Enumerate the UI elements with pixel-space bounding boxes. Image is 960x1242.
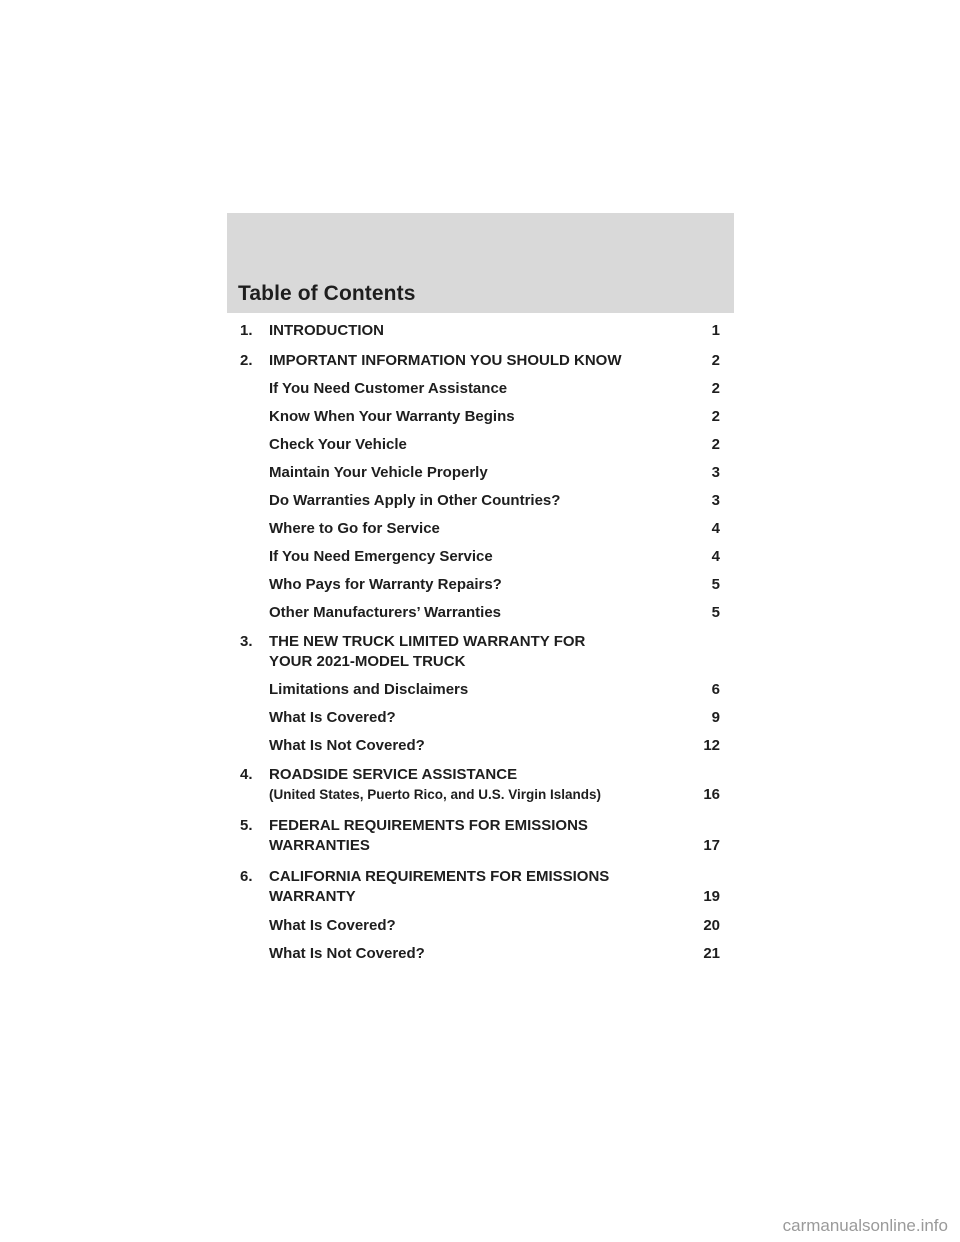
toc-entry-label: Maintain Your Vehicle Properly bbox=[269, 464, 488, 481]
toc-entry-label: What Is Not Covered? bbox=[269, 737, 425, 754]
table-of-contents bbox=[240, 321, 720, 964]
toc-entry-sublabel: (United States, Puerto Rico, and U.S. Virgin Islands) bbox=[269, 787, 602, 802]
toc-entry-page: 2 bbox=[711, 408, 720, 425]
toc-entry-california-requirements[interactable] bbox=[240, 867, 720, 907]
toc-entry-roadside-assistance[interactable] bbox=[240, 765, 720, 805]
toc-entry-page: 17 bbox=[703, 837, 720, 854]
toc-entry-label: If You Need Customer Assistance bbox=[269, 380, 508, 397]
toc-entry-page: 2 bbox=[711, 352, 720, 369]
toc-subentry-who-pays[interactable] bbox=[240, 575, 720, 595]
toc-entry-page: 9 bbox=[711, 709, 720, 726]
toc-subentry-ca-what-not-covered[interactable] bbox=[240, 944, 720, 964]
toc-entry-page: 5 bbox=[711, 576, 720, 593]
toc-entry-page: 16 bbox=[703, 786, 720, 803]
toc-subentry-what-covered[interactable] bbox=[240, 708, 720, 728]
toc-entry-label: Who Pays for Warranty Repairs? bbox=[269, 576, 502, 593]
toc-entry-label: ROADSIDE SERVICE ASSISTANCE bbox=[269, 766, 518, 783]
toc-entry-label-continued: YOUR 2021-MODEL TRUCK bbox=[269, 653, 466, 670]
toc-entry-label: If You Need Emergency Service bbox=[269, 548, 493, 565]
toc-entry-new-truck-limited-warranty[interactable] bbox=[240, 632, 720, 672]
toc-entry-label: INTRODUCTION bbox=[269, 322, 384, 339]
toc-header-band bbox=[227, 213, 734, 313]
toc-entry-label: Know When Your Warranty Begins bbox=[269, 408, 515, 425]
toc-entry-introduction[interactable] bbox=[240, 321, 720, 341]
toc-subentry-check-vehicle[interactable] bbox=[240, 435, 720, 455]
toc-entry-label: Do Warranties Apply in Other Countries? bbox=[269, 492, 561, 509]
toc-subentry-maintain-vehicle[interactable] bbox=[240, 463, 720, 483]
toc-entry-label: Where to Go for Service bbox=[269, 520, 440, 537]
toc-entry-label: What Is Not Covered? bbox=[269, 945, 425, 962]
page-title: Table of Contents bbox=[238, 282, 416, 305]
toc-entry-page: 2 bbox=[711, 436, 720, 453]
toc-entry-number: 4. bbox=[240, 766, 253, 783]
toc-subentry-what-not-covered[interactable] bbox=[240, 736, 720, 756]
toc-entry-page: 4 bbox=[711, 548, 720, 565]
toc-entry-number: 1. bbox=[240, 322, 253, 339]
toc-entry-page: 4 bbox=[711, 520, 720, 537]
toc-entry-number: 6. bbox=[240, 868, 253, 885]
toc-entry-page: 5 bbox=[711, 604, 720, 621]
toc-entry-label: What Is Covered? bbox=[269, 917, 396, 934]
toc-entry-page: 3 bbox=[711, 492, 720, 509]
toc-subentry-other-manufacturers[interactable] bbox=[240, 603, 720, 623]
toc-entry-label: Other Manufacturers’ Warranties bbox=[269, 604, 502, 621]
toc-entry-label: Limitations and Disclaimers bbox=[269, 681, 469, 698]
toc-entry-page: 3 bbox=[711, 464, 720, 481]
toc-entry-page: 21 bbox=[703, 945, 720, 962]
toc-entry-label: THE NEW TRUCK LIMITED WARRANTY FOR bbox=[269, 633, 586, 650]
toc-entry-federal-requirements[interactable] bbox=[240, 816, 720, 856]
toc-entry-number: 5. bbox=[240, 817, 253, 834]
toc-entry-label-continued: WARRANTIES bbox=[269, 837, 370, 854]
toc-entry-label: What Is Covered? bbox=[269, 709, 396, 726]
toc-entry-page: 19 bbox=[703, 888, 720, 905]
toc-entry-label: IMPORTANT INFORMATION YOU SHOULD KNOW bbox=[269, 352, 622, 369]
toc-subentry-limitations[interactable] bbox=[240, 680, 720, 700]
toc-entry-label: FEDERAL REQUIREMENTS FOR EMISSIONS bbox=[269, 817, 588, 834]
toc-subentry-ca-what-covered[interactable] bbox=[240, 916, 720, 936]
toc-subentry-emergency-service[interactable] bbox=[240, 547, 720, 567]
toc-entry-page: 6 bbox=[711, 681, 720, 698]
toc-entry-label: Check Your Vehicle bbox=[269, 436, 407, 453]
toc-subentry-warranty-begins[interactable] bbox=[240, 407, 720, 427]
toc-entry-page: 20 bbox=[703, 917, 720, 934]
toc-entry-page: 12 bbox=[703, 737, 720, 754]
toc-subentry-customer-assistance[interactable] bbox=[240, 379, 720, 399]
toc-entry-page: 2 bbox=[711, 380, 720, 397]
toc-entry-label: CALIFORNIA REQUIREMENTS FOR EMISSIONS bbox=[269, 868, 610, 885]
toc-subentry-where-service[interactable] bbox=[240, 519, 720, 539]
watermark: carmanualsonline.info bbox=[782, 1216, 948, 1235]
toc-entry-label-continued: WARRANTY bbox=[269, 888, 356, 905]
toc-entry-number: 2. bbox=[240, 352, 253, 369]
toc-entry-page: 1 bbox=[711, 322, 720, 339]
toc-subentry-other-countries[interactable] bbox=[240, 491, 720, 511]
toc-entry-important-information[interactable] bbox=[240, 351, 720, 371]
toc-entry-number: 3. bbox=[240, 633, 253, 650]
